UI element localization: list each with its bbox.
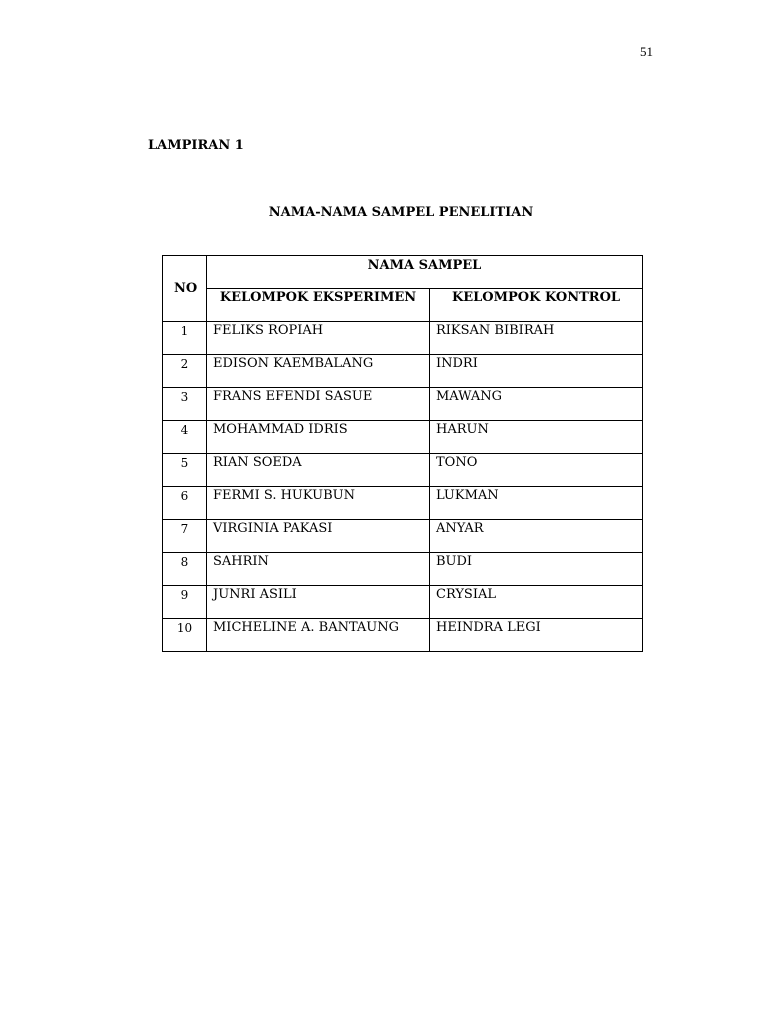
experiment-name: VIRGINIA PAKASI <box>207 520 430 553</box>
header-no: NO <box>163 256 207 322</box>
table-row <box>163 619 643 652</box>
row-number: 2 <box>163 355 207 388</box>
table-row <box>163 421 643 454</box>
header-control-group: KELOMPOK KONTROL <box>430 289 643 322</box>
experiment-name: MOHAMMAD IDRIS <box>207 421 430 454</box>
table-row <box>163 355 643 388</box>
table-header-row <box>163 256 643 289</box>
row-number: 4 <box>163 421 207 454</box>
control-name: LUKMAN <box>430 487 643 520</box>
header-experiment-group: KELOMPOK EKSPERIMEN <box>207 289 430 322</box>
table-row <box>163 553 643 586</box>
experiment-name: SAHRIN <box>207 553 430 586</box>
table-row <box>163 454 643 487</box>
row-number: 8 <box>163 553 207 586</box>
sample-table <box>162 255 643 652</box>
experiment-name: FERMI S. HUKUBUN <box>207 487 430 520</box>
experiment-name: MICHELINE A. BANTAUNG <box>207 619 430 652</box>
table-subheader-row <box>163 289 643 322</box>
row-number: 9 <box>163 586 207 619</box>
control-name: MAWANG <box>430 388 643 421</box>
control-name: RIKSAN BIBIRAH <box>430 322 643 355</box>
page-number: 51 <box>640 44 653 59</box>
row-number: 3 <box>163 388 207 421</box>
control-name: CRYSIAL <box>430 586 643 619</box>
row-number: 5 <box>163 454 207 487</box>
row-number: 1 <box>163 322 207 355</box>
experiment-name: FRANS EFENDI SASUE <box>207 388 430 421</box>
table-row <box>163 388 643 421</box>
experiment-name: FELIKS ROPIAH <box>207 322 430 355</box>
header-sample-names: NAMA SAMPEL <box>207 256 643 289</box>
row-number: 7 <box>163 520 207 553</box>
experiment-name: JUNRI ASILI <box>207 586 430 619</box>
table-row <box>163 322 643 355</box>
row-number: 10 <box>163 619 207 652</box>
control-name: BUDI <box>430 553 643 586</box>
experiment-name: RIAN SOEDA <box>207 454 430 487</box>
table-row <box>163 520 643 553</box>
document-title: NAMA-NAMA SAMPEL PENELITIAN <box>268 205 534 220</box>
experiment-name: EDISON KAEMBALANG <box>207 355 430 388</box>
row-number: 6 <box>163 487 207 520</box>
control-name: HARUN <box>430 421 643 454</box>
control-name: HEINDRA LEGI <box>430 619 643 652</box>
appendix-label: LAMPIRAN 1 <box>148 138 244 153</box>
table-row <box>163 487 643 520</box>
control-name: ANYAR <box>430 520 643 553</box>
control-name: INDRI <box>430 355 643 388</box>
table-row <box>163 586 643 619</box>
control-name: TONO <box>430 454 643 487</box>
